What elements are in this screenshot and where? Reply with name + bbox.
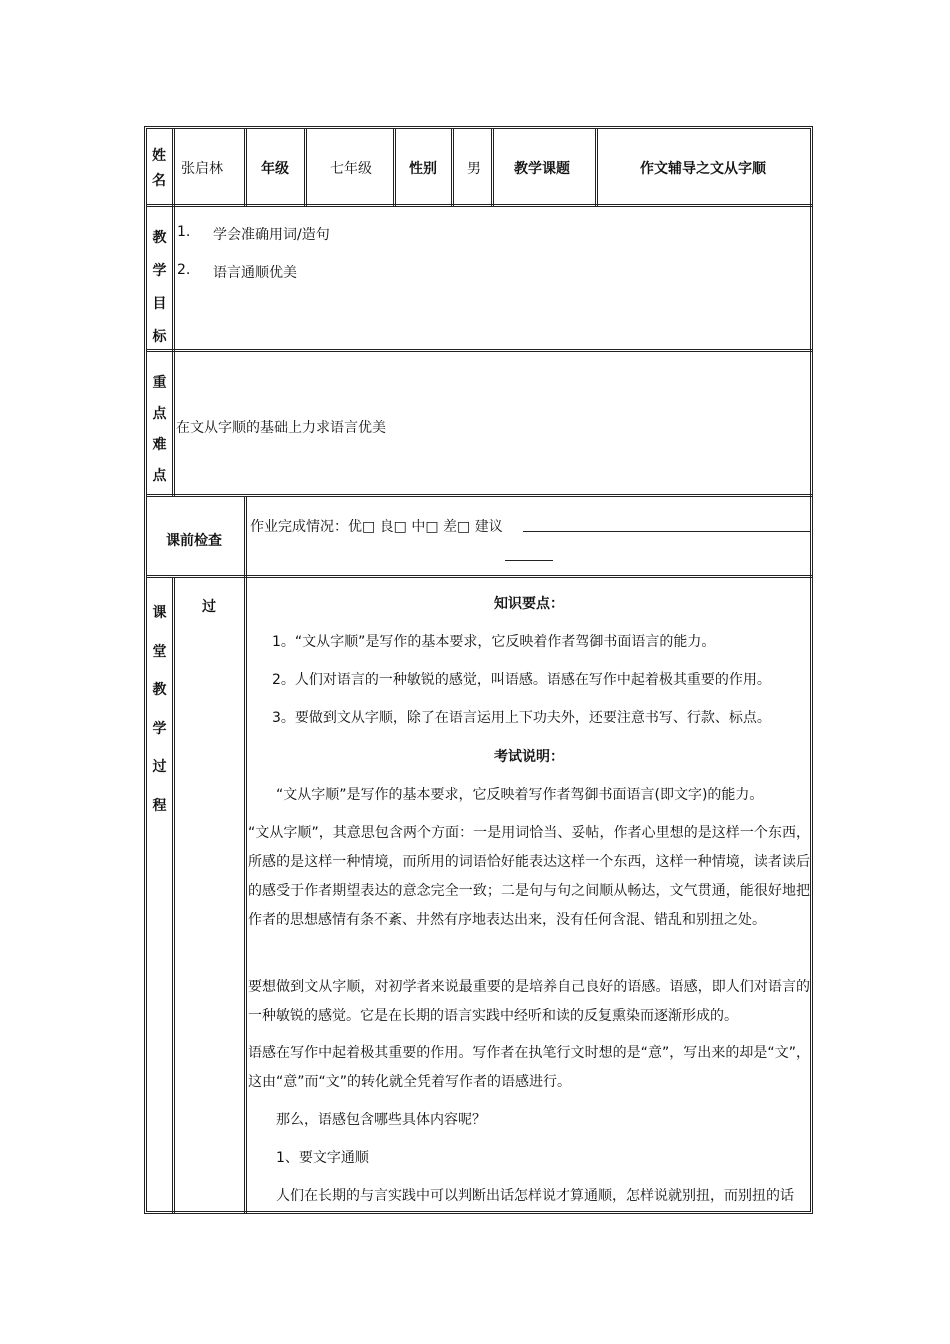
suggestion-underline: [523, 531, 811, 532]
exam-paragraph: 1、要文字通顺: [276, 1150, 369, 1166]
gender-label: 性别: [409, 161, 437, 177]
goal-item-2-num: 2.: [177, 262, 191, 278]
col-divider: [244, 496, 247, 577]
knowledge-point-1: 1。“文从字顺”是写作的基本要求，它反映着作者驾御书面语言的能力。: [272, 634, 716, 650]
name-label: 姓名: [152, 148, 166, 189]
col-divider: [244, 128, 247, 206]
grade-value: 七年级: [330, 161, 372, 177]
goal-item-1-num: 1.: [177, 224, 191, 240]
name-value: 张启林: [181, 161, 223, 177]
col-divider: [172, 128, 175, 206]
col-divider: [393, 128, 396, 206]
gender-value: 男: [467, 161, 481, 177]
col-divider: [304, 128, 307, 206]
exam-paragraph: “文从字顺”，其意思包含两个方面：一是用词恰当、妥帖，作者心里想的是这样一个东西，所感的是这样一种情境，而所用的词语恰好能表达这样一个东西，这样一种情境，读者读后的感受于作者期望表达的意念完全一致；二是句与句之间顺从畅达，文气贯通，能很好地把作者的思想感情有条不紊、井然有序地表达出来，没有任何含混、错乱和别扭之处。: [248, 825, 810, 928]
exam-paragraph: 语感在写作中起着极其重要的作用。写作者在执笔行文时想的是“意”，写出来的却是“文”，这由“意”而“文”的转化就全凭着写作者的语感进行。: [248, 1045, 810, 1090]
precheck-label: 课前检查: [166, 533, 222, 549]
exam-paragraph: 要想做到文从字顺，对初学者来说最重要的是培养自己良好的语感。语感，即人们对语言的一种敏锐的感觉。它是在长期的语言实践中经听和读的反复熏染而逐渐形成的。: [248, 979, 810, 1024]
process-label: 课堂教学过程: [152, 605, 167, 814]
row-divider: [146, 349, 812, 352]
goal-item-2-text: 语言通顺优美: [213, 265, 297, 281]
exam-paragraph: 人们在长期的与言实践中可以判断出话怎样说才算通顺，怎样说就别扭，而别扭的话: [276, 1188, 794, 1204]
suggestion-underline: [505, 560, 553, 561]
difficulty-text: 在文从字顺的基础上力求语言优美: [176, 420, 386, 436]
exam-paragraph: 那么，语感包含哪些具体内容呢？: [276, 1112, 486, 1128]
topic-value: 作文辅导之文从字顺: [640, 161, 766, 177]
col-divider: [491, 128, 494, 206]
goal-item-1-text: 学会准确用词/造句: [213, 227, 330, 243]
knowledge-point-3: 3。要做到文从字顺，除了在语言运用上下功夫外，还要注意书写、行款、标点。: [272, 710, 771, 726]
col-divider: [244, 577, 247, 1213]
knowledge-title: 知识要点：: [494, 596, 564, 612]
goals-label: 教学目标: [152, 230, 167, 345]
precheck-text: 作业完成情况：优□ 良□ 中□ 差□ 建议: [250, 519, 503, 535]
exam-title: 考试说明：: [494, 749, 564, 765]
topic-label: 教学课题: [514, 161, 570, 177]
exam-paragraph: “文从字顺”是写作的基本要求，它反映着写作者驾御书面语言(即文字)的能力。: [276, 787, 764, 803]
process-sub-label: 过: [202, 599, 216, 615]
difficulty-label: 重点难点: [152, 375, 167, 484]
col-divider: [451, 128, 454, 206]
grade-label: 年级: [261, 161, 289, 177]
col-divider: [172, 206, 175, 496]
knowledge-point-2: 2。人们对语言的一种敏锐的感觉，叫语感。语感在写作中起着极其重要的作用。: [272, 672, 771, 688]
col-divider: [172, 577, 175, 1213]
col-divider: [595, 128, 598, 206]
